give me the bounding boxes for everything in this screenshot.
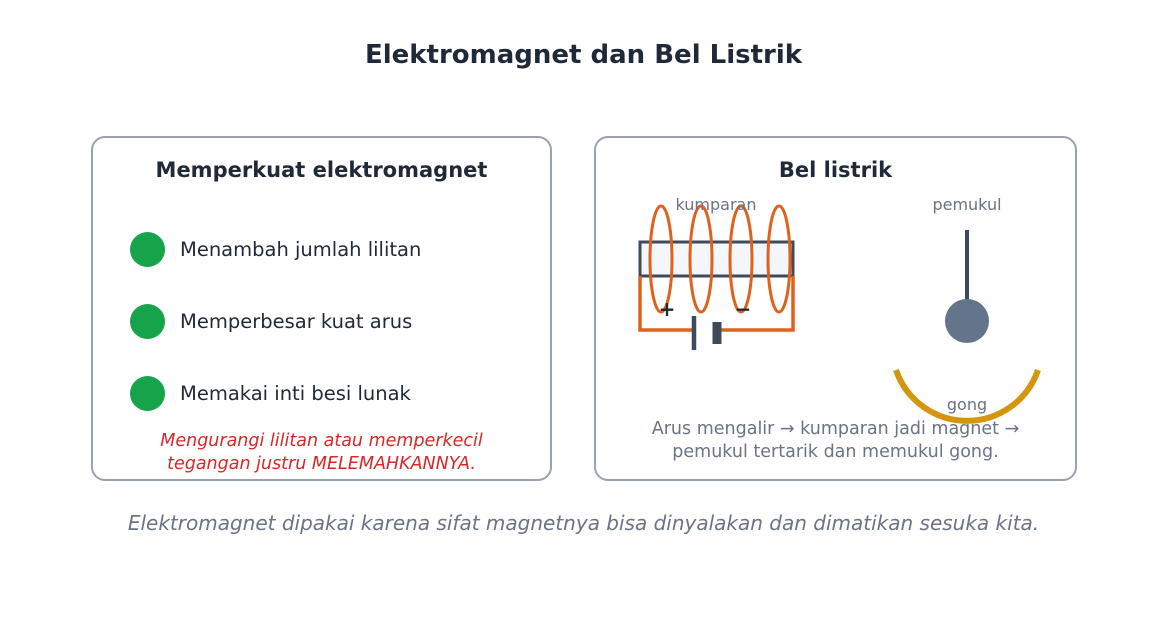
gong-label: gong [946, 395, 988, 414]
list-item-label: Memperbesar kuat arus [180, 309, 413, 333]
list-item [130, 231, 421, 267]
warning-line-1: Mengurangi lilitan atau memperkecil [160, 431, 483, 451]
hammer-label: pemukul [932, 195, 1002, 214]
list-item-label: Memakai inti besi lunak [180, 381, 411, 405]
coil-label: kumparan [675, 195, 757, 214]
warning-line-2: tegangan justru MELEMAHKANNYA. [167, 454, 476, 474]
bullet-dot-icon [130, 304, 165, 339]
electric-bell-panel-title: Bel listrik [778, 158, 893, 182]
plus-sign: + [658, 297, 676, 321]
footer-note: Elektromagnet dipakai karena sifat magnetnya bisa dinyalakan dan dimatikan sesuka kita. [127, 511, 1040, 535]
strengthen-panel [91, 136, 552, 481]
list-item [130, 303, 412, 339]
page-title: Elektromagnet dan Bel Listrik [364, 40, 803, 70]
minus-sign: − [734, 297, 752, 321]
explanation-line-1: Arus mengalir → kumparan jadi magnet → [651, 419, 1020, 439]
iron-core [640, 242, 793, 276]
hammer-head [945, 299, 989, 343]
strengthen-panel-title: Memperkuat elektromagnet [155, 158, 488, 182]
list-item-label: Menambah jumlah lilitan [180, 237, 422, 261]
warning-note [93, 430, 550, 476]
list-item [130, 375, 411, 411]
bullet-dot-icon [130, 232, 165, 267]
bell-explanation [596, 418, 1075, 464]
electric-bell-panel [594, 136, 1077, 481]
bullet-dot-icon [130, 376, 165, 411]
explanation-line-2: pemukul tertarik dan memukul gong. [672, 442, 999, 462]
